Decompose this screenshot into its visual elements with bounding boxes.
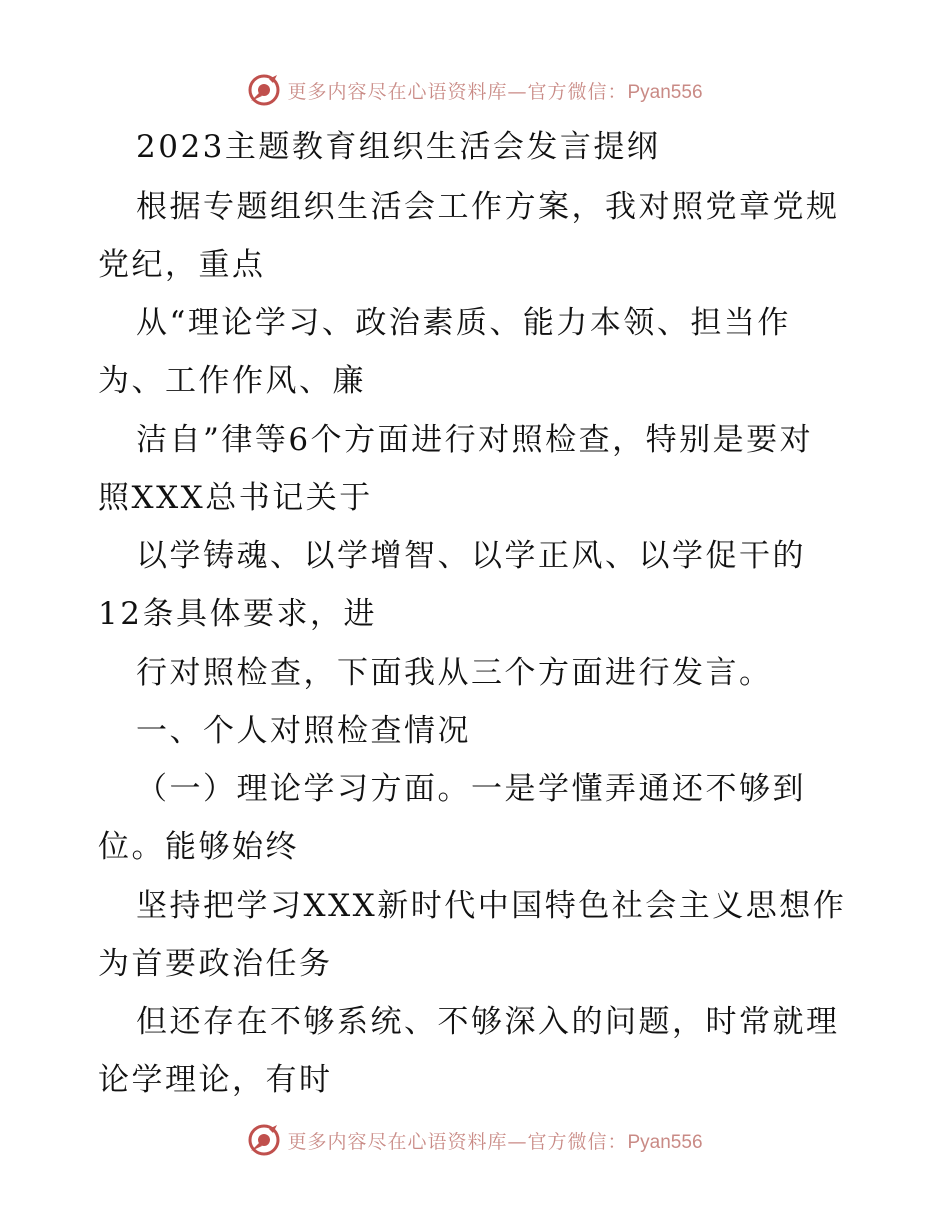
paragraph-line: 行对照检查，下面我从三个方面进行发言。 [136,655,773,691]
brand-logo-icon [247,1123,281,1157]
paragraph-line: 照XXX总书记关于 [98,480,373,516]
section-heading: 一、个人对照检查情况 [136,713,471,749]
paragraph-line: 根据专题组织生活会工作方案，我对照党章党规 [136,189,840,225]
document-title: 2023主题教育组织生活会发言提纲 [136,129,661,165]
watermark-text: 更多内容尽在心语资料库—官方微信：Pyan556 [287,80,703,103]
watermark-footer [0,1120,950,1160]
paragraph-line: 为、工作作风、廉 [98,363,366,399]
paragraph-line: 论学理论，有时 [98,1062,333,1098]
paragraph-line: 洁自”律等6个方面进行对照检查，特别是要对 [136,422,814,458]
paragraph-line: 以学铸魂、以学增智、以学正风、以学促干的 [136,538,806,574]
paragraph-line: 为首要政治任务 [98,946,333,982]
subsection-heading: （一）理论学习方面。一是学懂弄通还不够到 [136,771,806,807]
paragraph-line: 从“理论学习、政治素质、能力本领、担当作 [136,305,791,341]
paragraph-line: 12条具体要求，进 [98,596,377,632]
paragraph-line: 位。能够始终 [98,829,299,865]
paragraph-line: 但还存在不够系统、不够深入的问题，时常就理 [136,1004,840,1040]
watermark-text: 更多内容尽在心语资料库—官方微信：Pyan556 [287,1130,703,1153]
paragraph-line: 坚持把学习XXX新时代中国特色社会主义思想作 [136,888,847,924]
paragraph-line: 党纪，重点 [98,247,266,283]
